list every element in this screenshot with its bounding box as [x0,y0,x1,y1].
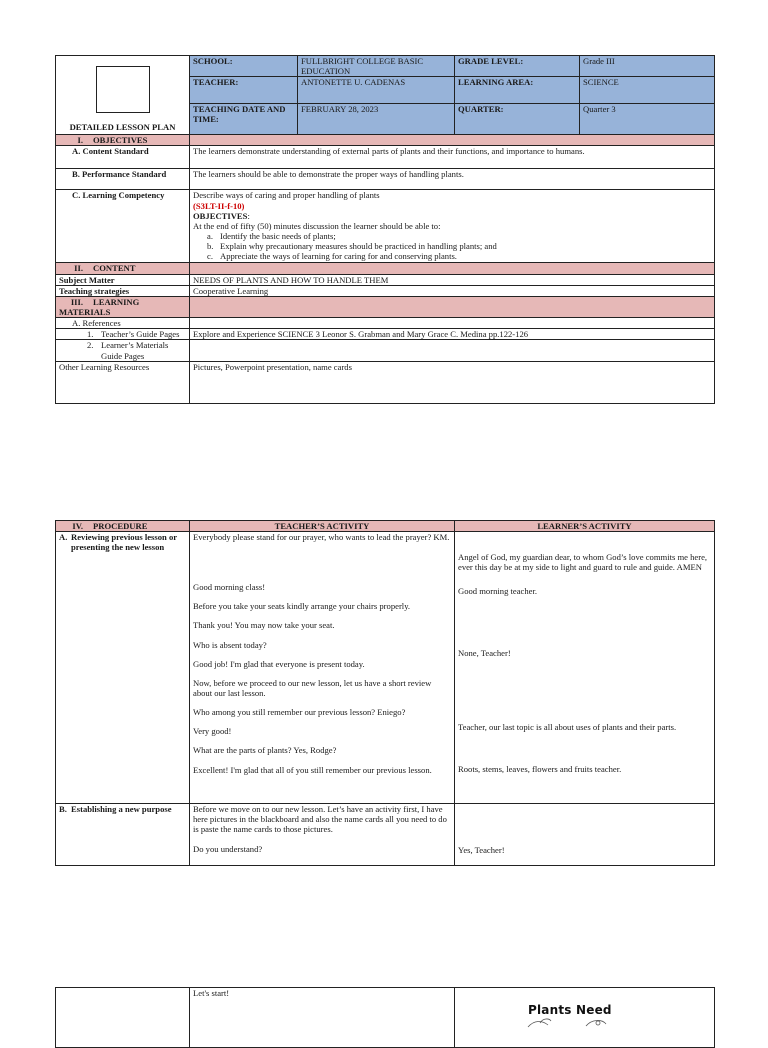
performance-standard-value: The learners should be able to demonstrate the proper ways of handling plants. [190,169,715,190]
quarter-label: QUARTER: [455,104,580,135]
plants-need-poster [520,1000,630,1024]
dialogue-line: Thank you! You may now take your seat. [193,620,335,631]
dialogue-line: What are the parts of plants? Yes, Rodge? [193,745,337,756]
date-label: TEACHING DATE AND TIME: [190,104,298,135]
grade-label: GRADE LEVEL: [455,56,580,77]
objectives-subheading: OBJECTIVES [193,210,248,221]
materials-heading: III. LEARNING MATERIALS [56,296,190,317]
materials-heading-fill [190,296,715,317]
procedure-table [55,520,715,866]
dialogue-line: Before you take your seats kindly arrange your chairs properly. [193,601,411,612]
other-resources-label: Other Learning Resources [56,361,190,403]
section-a-label: A. Reviewing previous lesson or presenting the new lesson [56,532,190,804]
quarter-value: Quarter 3 [580,104,715,135]
procedure-heading: IV. PROCEDURE [56,521,190,532]
tg-pages-label [56,329,190,340]
dialogue-line: Very good! [193,726,232,737]
list-item: c. Appreciate the ways of learning for caring for and conserving plants. [207,251,457,262]
learning-competency-cell: Describe ways of caring and proper handling of plants (S3LT-II-f-10) OBJECTIVES: At the end of fifty (50) minutes discussion the learner should be able to: a. Identify the basic needs of plants; b. Explain why precautionary measures should be practiced in handling plants; and c. Appreciate the ways of learning for caring for and conserving plants. [190,190,715,263]
grade-value: Grade III [580,56,715,77]
dialogue-line: None, Teacher! [458,648,511,659]
date-value: FEBRUARY 28, 2023 [298,104,455,135]
dialogue-line: Good morning teacher. [458,586,537,597]
competency-text: Describe ways of caring and proper handling of plants [193,190,380,201]
school-label: SCHOOL: [190,56,298,77]
subject-matter-label: Subject Matter [56,274,190,285]
school-logo-placeholder [96,66,150,113]
section-b-label: B. Establishing a new purpose [56,804,190,866]
dialogue-line: Yes, Teacher! [458,845,505,856]
objectives-intro: At the end of fifty (50) minutes discussion the learner should be able to: [193,220,441,231]
teacher-activity-header: TEACHER’S ACTIVITY [190,521,455,532]
lesson-plan-table [55,55,715,404]
area-value: SCIENCE [580,77,715,104]
dialogue-line: Good morning class! [193,582,266,593]
dialogue-line: Before we move on to our new lesson. Let’s have an activity first, I have here pictures in the blackboard and also the name cards all you need to do is paste the name cards to those pictures. [193,804,447,835]
competency-code: (S3LT-II-f-10) [193,200,245,211]
list-item: a. Identify the basic needs of plants; [207,230,336,241]
reference-value: Explore and Experience SCIENCE 3 Leonor S. Grabman and Mary Grace C. Medina pp.122-126 [190,329,715,340]
logo-cell [56,56,190,135]
dialogue-line: Do you understand? [193,843,263,854]
dialogue-line: Who is absent today? [193,639,267,650]
lm-pages-label [56,340,190,361]
content-standard-value: The learners demonstrate understanding of external parts of plants and their functions, and importance to humans. [190,146,715,169]
continued-teacher [190,988,455,1048]
dialogue-line: Angel of God, my guardian dear, to whom God’s love commits me here, ever this day be at my side to light and guard to rule and guide. AMEN [458,552,708,573]
lm-pages-value [190,340,715,361]
references-fill [190,318,715,329]
teaching-strategies-value: Cooperative Learning [190,285,715,296]
dialogue-line: Roots, stems, leaves, flowers and fruits teacher. [458,763,622,774]
dialogue-line: Who among you still remember our previous lesson? Eniego? [193,707,406,718]
plan-title: DETAILED LESSON PLAN [69,122,176,133]
teaching-strategies-label: Teaching strategies [56,285,190,296]
list-item: 2. Learner’s Materials Guide Pages [87,340,169,361]
continued-label [56,988,190,1048]
dialogue-line: Good job! I'm glad that everyone is present today. [193,658,365,669]
school-value: FULLBRIGHT COLLEGE BASIC EDUCATION [298,56,455,77]
poster-leaf-doodle-icon [520,1017,630,1029]
section-b-learner [455,804,715,866]
dialogue-line: Teacher, our last topic is all about uses of plants and their parts. [458,722,677,733]
content-heading-fill [190,263,715,274]
section-a-teacher [190,532,455,804]
learner-activity-header: LEARNER’S ACTIVITY [455,521,715,532]
other-resources-value: Pictures, Powerpoint presentation, name cards [190,361,715,403]
list-item: 1. Teacher’s Guide Pages [87,329,180,340]
dialogue-line: Let's start! [193,988,230,998]
content-heading: II. CONTENT [56,263,190,274]
teacher-value: ANTONETTE U. CADENAS [298,77,455,104]
learning-competency-label: C. Learning Competency [56,190,190,263]
area-label: LEARNING AREA: [455,77,580,104]
dialogue-line: Excellent! I'm glad that all of you still remember our previous lesson. [193,764,432,775]
teacher-label: TEACHER: [190,77,298,104]
objective-list [193,231,711,261]
list-item: b. Explain why precautionary measures should be practiced in handling plants; and [207,241,497,252]
references-label: A. References [56,318,190,329]
performance-standard-label: B. Performance Standard [56,169,190,190]
content-standard-label: A. Content Standard [56,146,190,169]
objectives-heading: I. OBJECTIVES [56,135,190,146]
dialogue-line: Everybody please stand for our prayer, who wants to lead the prayer? KM. [193,532,450,543]
subject-matter-value: NEEDS OF PLANTS AND HOW TO HANDLE THEM [190,274,715,285]
objectives-heading-fill [190,135,715,146]
section-b-teacher [190,804,455,866]
dialogue-line: Now, before we proceed to our new lesson, let us have a short review about our last lesson. [193,677,432,698]
poster-title: Plants Need [528,1003,612,1017]
section-a-learner [455,532,715,804]
